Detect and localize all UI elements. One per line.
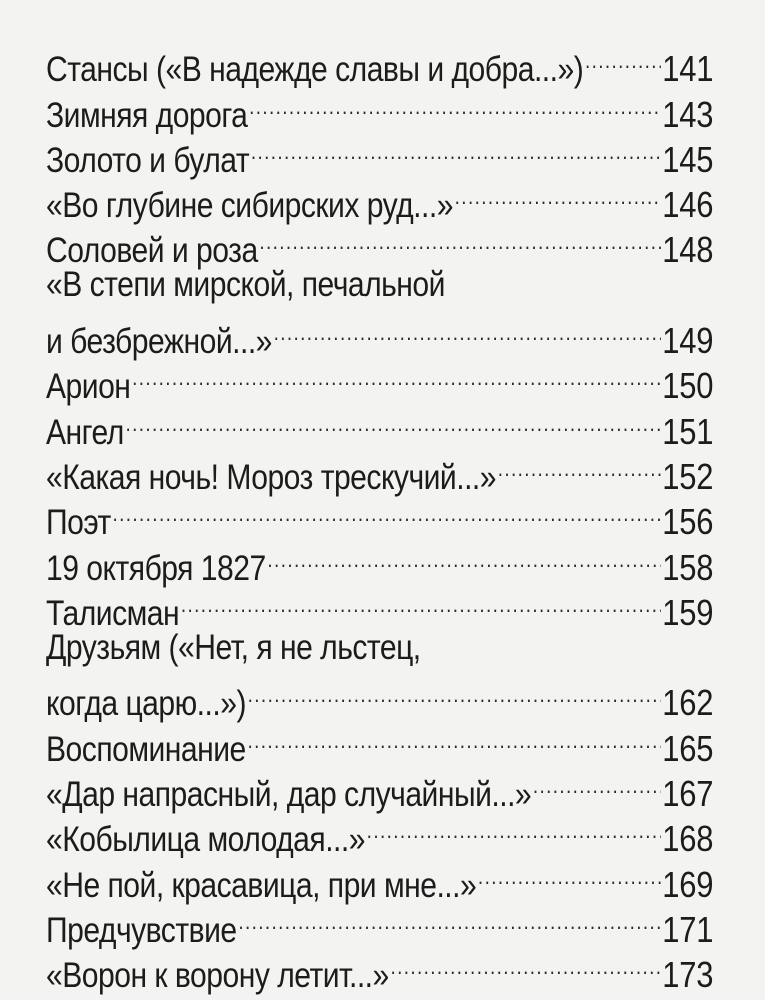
toc-entry: [46, 353, 714, 407]
dot-leader: [181, 580, 661, 625]
dot-leader: [267, 534, 660, 579]
toc-entry-title: 19 октября 1827: [46, 548, 266, 588]
toc-entry-first-line: [46, 262, 713, 307]
toc-entry: [46, 444, 714, 497]
toc-entry-title: Арион: [46, 367, 131, 407]
dot-leader: [274, 308, 661, 353]
toc-entry: [46, 398, 714, 452]
toc-entry-title: Ангел: [46, 412, 124, 452]
toc-entry-page: 146: [662, 184, 714, 226]
toc-entry-title: «Ворон к ворону летит...»: [46, 956, 389, 996]
toc-entry-page: 169: [662, 863, 714, 905]
toc-entry: [46, 942, 714, 996]
toc-entry-title: «Дар напрасный, дар случайный...»: [46, 775, 532, 815]
toc-entry-title: Поэт: [46, 503, 111, 543]
toc-entry-title-line1: Друзьям («Нет, я не льстец,: [46, 627, 421, 667]
toc-entry-title: Стансы («В надежде славы и добра...»): [46, 50, 584, 90]
toc-entry: [46, 172, 714, 226]
dot-leader: [248, 670, 661, 715]
toc-entry-page: 143: [662, 93, 714, 135]
toc-entry: [46, 534, 714, 588]
dot-leader: [585, 36, 661, 81]
toc-entry-first-line: [46, 625, 713, 670]
toc-entry: [46, 81, 714, 135]
dot-leader: [251, 127, 661, 172]
toc-entry: [46, 670, 714, 724]
toc-entry-title: «Какая ночь! Мороз трескучий...»: [46, 457, 496, 497]
toc-entry-page: 158: [662, 546, 714, 588]
toc-entry-title: и безбрежной...»: [46, 322, 272, 362]
toc-entry-title: Талисман: [46, 593, 180, 633]
dot-leader: [247, 715, 660, 760]
toc-entry-title: когда царю...»): [46, 684, 246, 724]
toc-entry: [46, 489, 714, 543]
toc-entry-page: 141: [662, 48, 714, 90]
toc-entry-page: 149: [662, 320, 714, 362]
toc-entry: [46, 761, 714, 815]
toc-entry: [46, 580, 714, 633]
toc-entry-page: 167: [662, 773, 714, 815]
toc-entry: [46, 217, 714, 271]
toc-entry-page: 152: [662, 455, 714, 497]
dot-leader: [132, 353, 660, 398]
toc-entry-title: «Кобылица молодая...»: [46, 820, 365, 860]
toc-entry-page: 145: [662, 138, 714, 180]
dot-leader: [249, 81, 660, 126]
dot-leader: [533, 761, 661, 806]
toc-entry-page: 150: [662, 365, 714, 407]
dot-leader: [390, 942, 660, 987]
toc-entry: [46, 851, 714, 905]
toc-entry: [46, 36, 714, 90]
dot-leader: [455, 172, 661, 217]
toc-entry-title: Предчувствие: [46, 910, 237, 950]
toc-entry: [46, 308, 714, 362]
dot-leader: [113, 489, 661, 534]
dot-leader: [125, 398, 660, 443]
dot-leader: [238, 897, 660, 942]
dot-leader: [367, 806, 661, 851]
toc-entry-title: Воспоминание: [46, 729, 246, 769]
table-of-contents: [46, 36, 714, 996]
toc-entry: [46, 897, 714, 950]
dot-leader: [498, 444, 661, 489]
toc-entry-title: Зимняя дорога: [46, 95, 248, 135]
toc-entry-page: 165: [662, 727, 714, 769]
toc-entry-page: 151: [662, 410, 714, 452]
toc-entry: [46, 806, 714, 860]
toc-entry: [46, 715, 714, 769]
toc-entry-page: 156: [662, 501, 714, 543]
toc-entry-page: 173: [662, 954, 714, 996]
toc-entry-page: 171: [662, 908, 714, 950]
toc-entry-title: «Во глубине сибирских руд...»: [46, 186, 453, 226]
dot-leader: [259, 217, 660, 262]
toc-entry-title: Золото и булат: [46, 140, 250, 180]
toc-entry-title-line1: «В степи мирской, печальной: [46, 265, 445, 305]
toc-entry: [46, 127, 714, 180]
toc-entry-title: Соловей и роза: [46, 231, 258, 271]
dot-leader: [478, 851, 661, 896]
toc-entry-page: 159: [662, 591, 714, 633]
toc-entry-page: 168: [662, 818, 714, 860]
toc-entry-page: 162: [662, 682, 714, 724]
toc-entry-title: «Не пой, красавица, при мне...»: [46, 865, 477, 905]
toc-entry-page: 148: [662, 229, 714, 271]
